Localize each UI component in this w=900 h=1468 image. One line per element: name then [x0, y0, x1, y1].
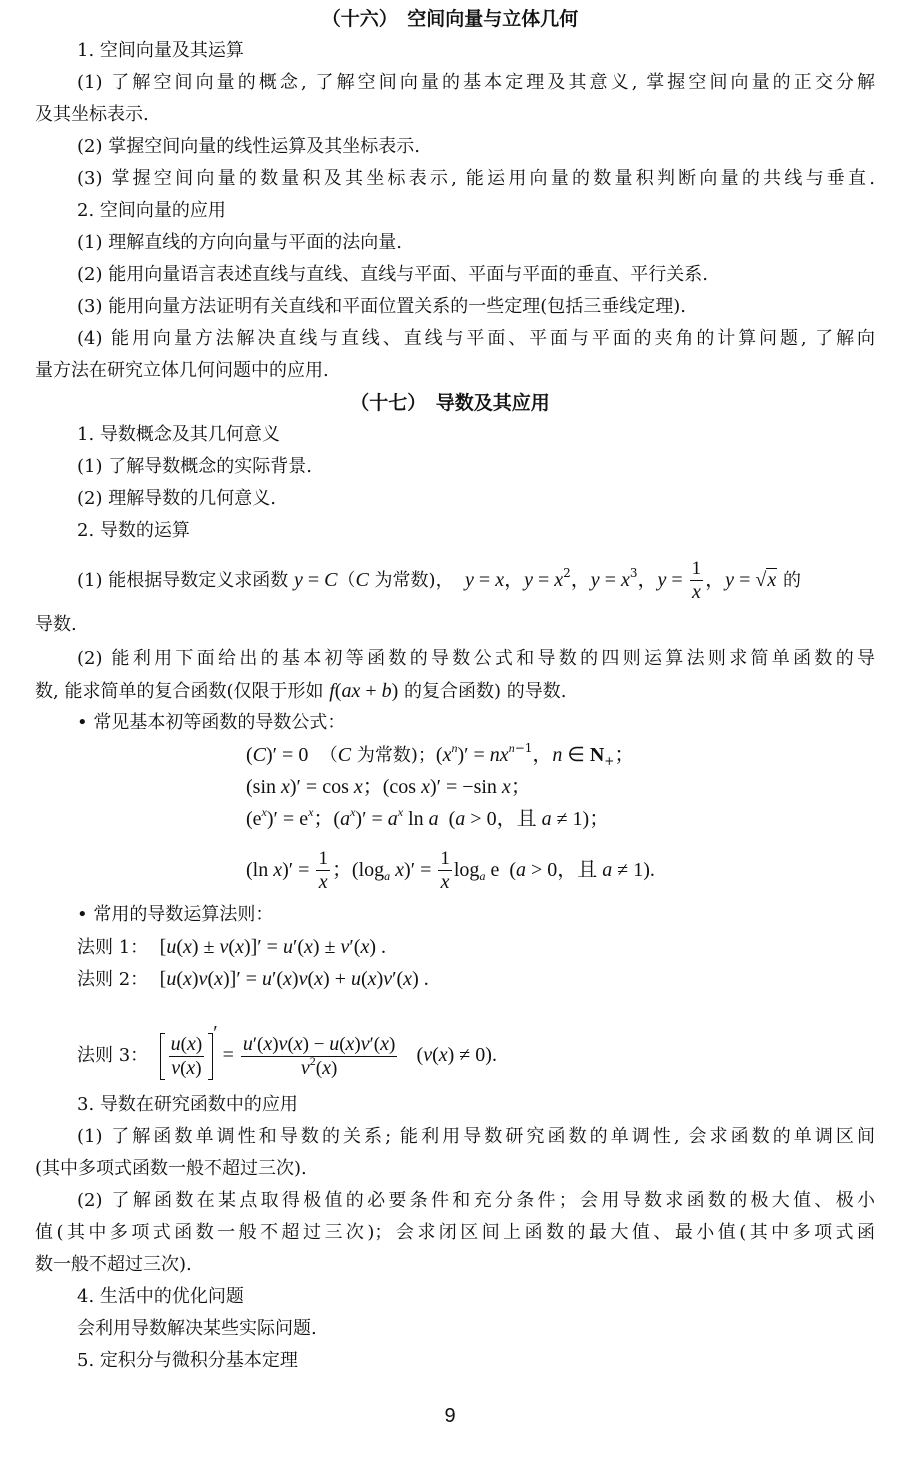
subsection-title: 2. 导数的运算	[77, 520, 190, 541]
paragraph-line: 数一般不超过三次).	[35, 1254, 192, 1275]
subsection-title: 5. 定积分与微积分基本定理	[77, 1350, 298, 1371]
paragraph-line: (1) 了解空间向量的概念, 了解空间向量的基本定理及其意义, 掌握空间向量的正交分解	[77, 72, 875, 93]
formula-row-1: (C)′ = 0 （C 为常数)；$(x^n)' = nx^{n-1}$，n ∈ $N_+$；	[246, 741, 635, 768]
rule-3: 法则 3： $\frac{u(x)}{v(x)}$ ′ = $\frac{u'(x)v(x) - u(x)v'(x)}{v^2(x)}$ (v(x) ≠ 0).	[77, 1022, 497, 1079]
paragraph-line: (2) 掌握空间向量的线性运算及其坐标表示.	[77, 136, 420, 157]
section-heading-17: （十七） 导数及其应用	[350, 392, 550, 414]
derivative-functions-line: (1) 能根据导数定义求函数 y = C（C 为常数)， y = x，$y = x^2$，$y = x^3$，y = $\frac{1}{x}$ ，y = √x 的	[77, 558, 801, 603]
const-note: 为常数)，	[374, 570, 454, 591]
fraction-1-over-x: $\frac{1}{x}$	[691, 558, 702, 603]
paragraph-line: (2) 了解函数在某点取得极值的必要条件和充分条件；会用导数求函数的极大值、极小	[77, 1190, 875, 1211]
page-number: 9	[444, 1405, 456, 1427]
paragraph-line: (2) 能用向量语言表述直线与直线、直线与平面、平面与平面的垂直、平行关系.	[77, 264, 708, 285]
rule-2: 法则 2： [u(x)v(x)]′ = u′(x)v(x) + u(x)v′(x) .	[77, 968, 429, 990]
subsection-title: 3. 导数在研究函数中的应用	[77, 1094, 298, 1115]
paragraph-line: 及其坐标表示.	[35, 104, 149, 125]
subsection-title: 1. 空间向量及其运算	[77, 40, 244, 61]
paragraph-line: 会利用导数解决某些实际问题.	[77, 1318, 317, 1339]
paragraph-line: (4) 能用向量方法解决直线与直线、直线与平面、平面与平面的夹角的计算问题, 了解向	[77, 328, 875, 349]
bullet-derivative-formulas: • 常见基本初等函数的导数公式：	[77, 712, 346, 733]
formula-row-2: (sin x)′ = cos x；(cos x)′ = −sin x；	[246, 776, 531, 798]
paragraph-line: (3) 能用向量方法证明有关直线和平面位置关系的一些定理(包括三垂线定理).	[77, 296, 686, 317]
paragraph-line: (1) 了解函数单调性和导数的关系; 能利用导数研究函数的单调性, 会求函数的单调区间	[77, 1126, 875, 1147]
paragraph-line: 值(其中多项式函数一般不超过三次)；会求闭区间上函数的最大值、最小值(其中多项式函	[35, 1222, 875, 1243]
paragraph-line: (1) 理解直线的方向向量与平面的法向量.	[77, 232, 402, 253]
paragraph-line: (其中多项式函数一般不超过三次).	[35, 1158, 307, 1179]
item1-prefix: (1) 能根据导数定义求函数	[77, 570, 289, 591]
paragraph-line: 导数.	[35, 614, 77, 635]
paragraph-line: (2) 能利用下面给出的基本初等函数的导数公式和导数的四则运算法则求简单函数的导	[77, 648, 875, 669]
subsection-title: 4. 生活中的优化问题	[77, 1286, 244, 1307]
formula-row-4: (ln x)′ = $\frac{1}{x}$ ；($\log_a$ x)′ = $\frac{1}{x}$ $\log_a e$ (a > 0，且 a ≠ 1).	[246, 848, 655, 893]
de-text: 的	[782, 570, 801, 591]
section-heading-16: （十六） 空间向量与立体几何	[321, 8, 579, 30]
paragraph-line: (3) 掌握空间向量的数量积及其坐标表示, 能运用向量的数量积判断向量的共线与垂直.	[77, 168, 875, 189]
sqrt-x: √x	[755, 569, 777, 591]
formula-row-3: $(e^x)' = e^x$；$(a^x)' = a^x$ ln a (a > 0，且 a ≠ 1)；	[246, 805, 610, 830]
paragraph-line: 量方法在研究立体几何问题中的应用.	[35, 360, 329, 381]
paragraph-line: 数, 能求简单的复合函数(仅限于形如 f(ax + b) 的复合函数) 的导数.	[35, 680, 567, 702]
subsection-title: 1. 导数概念及其几何意义	[77, 424, 280, 445]
rule-1: 法则 1： [u(x) ± v(x)]′ = u′(x) ± v′(x) .	[77, 936, 387, 958]
subsection-title: 2. 空间向量的应用	[77, 200, 226, 221]
paragraph-line: (1) 了解导数概念的实际背景.	[77, 456, 312, 477]
bullet-derivative-rules: • 常用的导数运算法则：	[77, 904, 274, 925]
paragraph-line: (2) 理解导数的几何意义.	[77, 488, 276, 509]
